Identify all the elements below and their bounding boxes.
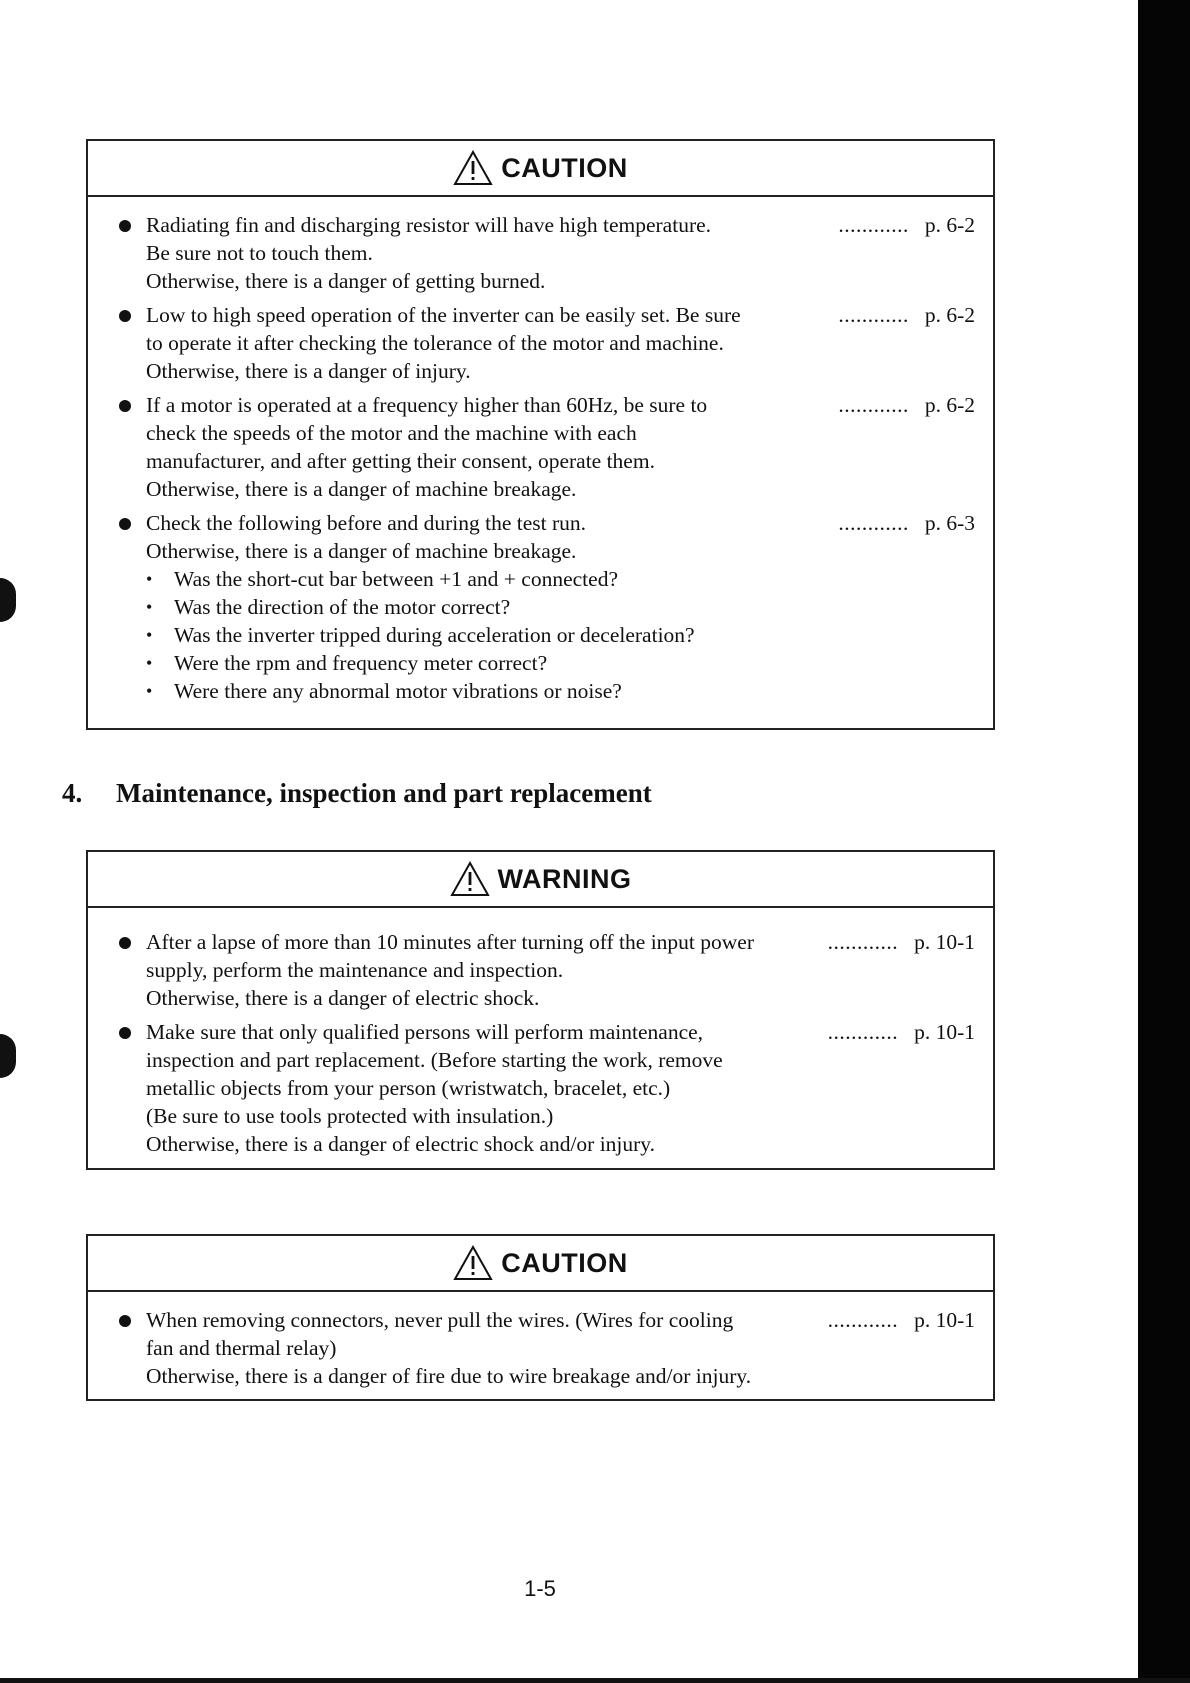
- bullet: [119, 937, 131, 949]
- caution-title: CAUTION: [501, 152, 628, 183]
- leader-dots: ............: [827, 1308, 899, 1332]
- page-reference: [828, 1018, 975, 1046]
- item-text: Otherwise, there is a danger of injury.: [146, 359, 471, 383]
- warning-item: [116, 1018, 975, 1158]
- checklist-item: • Were the rpm and frequency meter correct?: [146, 649, 805, 677]
- leader-dots: ............: [838, 213, 909, 237]
- page-ref-text: p. 6-2: [924, 213, 975, 237]
- checklist-item: • Was the short-cut bar between +1 and + connected?: [146, 565, 805, 593]
- scan-bottom-edge: [0, 1678, 1190, 1683]
- caution-item: [116, 391, 975, 503]
- page-ref-text: p. 10-1: [914, 930, 975, 954]
- item-text: Otherwise, there is a danger of fire due to wire breakage and/or injury.: [146, 1364, 752, 1388]
- warning-triangle-icon: [453, 150, 493, 186]
- caution-item: [116, 1306, 975, 1390]
- page-reference: [828, 1306, 975, 1334]
- page-reference: [838, 509, 975, 537]
- checklist-item: • Was the direction of the motor correct?: [146, 593, 805, 621]
- warning-box: [86, 850, 995, 1170]
- section-title: Maintenance, inspection and part replacement: [116, 778, 652, 808]
- bullet: [119, 518, 131, 530]
- item-text: check the speeds of the motor and the machine with each: [146, 421, 637, 445]
- caution-header: [88, 141, 993, 197]
- caution-title: CAUTION: [501, 1247, 628, 1278]
- item-text: fan and thermal relay): [146, 1336, 337, 1360]
- page-ref-text: p. 6-2: [924, 303, 975, 327]
- item-text: Otherwise, there is a danger of machine breakage.: [146, 477, 577, 501]
- page-reference: [838, 301, 975, 329]
- caution-header: [88, 1236, 993, 1292]
- item-text: Be sure not to touch them.: [146, 241, 373, 265]
- item-text: to operate it after checking the tolerance of the motor and machine.: [146, 331, 724, 355]
- caution-items: [88, 1292, 993, 1408]
- item-text: Low to high speed operation of the inverter can be easily set. Be sure: [146, 303, 741, 327]
- warning-triangle-icon: [450, 861, 490, 897]
- page-ref-text: p. 6-3: [924, 511, 975, 535]
- binding-mark: [0, 1034, 16, 1078]
- scan-page-edge: [1138, 0, 1190, 1683]
- item-text: Otherwise, there is a danger of electric shock and/or injury.: [146, 1132, 656, 1156]
- item-text: Otherwise, there is a danger of machine breakage.: [146, 539, 577, 563]
- warning-title: WARNING: [497, 863, 632, 894]
- bullet: [119, 400, 131, 412]
- item-text: Otherwise, there is a danger of electric shock.: [146, 986, 540, 1010]
- bullet: [119, 310, 131, 322]
- item-text: inspection and part replacement. (Before starting the work, remove: [146, 1048, 723, 1072]
- warning-triangle-icon: [453, 1245, 493, 1281]
- item-text: When removing connectors, never pull the wires. (Wires for cooling: [146, 1308, 734, 1332]
- warning-items: [88, 908, 993, 1176]
- item-text: Radiating fin and discharging resistor will have high temperature.: [146, 213, 712, 237]
- page-number: 1-5: [524, 1576, 556, 1601]
- section-number: 4.: [62, 778, 83, 808]
- item-text: Otherwise, there is a danger of getting burned.: [146, 269, 546, 293]
- leader-dots: ............: [827, 1020, 899, 1044]
- bullet: [119, 1027, 131, 1039]
- caution-item: [116, 509, 975, 705]
- page-reference: [838, 391, 975, 419]
- leader-dots: ............: [827, 930, 899, 954]
- binding-mark: [0, 578, 16, 622]
- item-text: supply, perform the maintenance and inspection.: [146, 958, 564, 982]
- leader-dots: ............: [838, 511, 909, 535]
- page-ref-text: p. 10-1: [914, 1308, 975, 1332]
- caution-items: [88, 197, 993, 723]
- item-text: Check the following before and during the test run.: [146, 511, 587, 535]
- warning-header: [88, 852, 993, 908]
- item-text: Make sure that only qualified persons will perform maintenance,: [146, 1020, 704, 1044]
- caution-item: [116, 211, 975, 295]
- item-text: manufacturer, and after getting their consent, operate them.: [146, 449, 655, 473]
- section-heading: [62, 778, 652, 809]
- checklist-item: • Were there any abnormal motor vibrations or noise?: [146, 677, 805, 705]
- item-text: If a motor is operated at a frequency higher than 60Hz, be sure to: [146, 393, 708, 417]
- leader-dots: ............: [838, 303, 909, 327]
- item-text: After a lapse of more than 10 minutes after turning off the input power: [146, 930, 754, 954]
- page-reference: [828, 928, 975, 956]
- warning-item: [116, 928, 975, 1012]
- leader-dots: ............: [838, 393, 909, 417]
- bullet: [119, 220, 131, 232]
- caution-item: [116, 301, 975, 385]
- item-text: (Be sure to use tools protected with insulation.): [146, 1104, 554, 1128]
- checklist-item: • Was the inverter tripped during acceleration or deceleration?: [146, 621, 805, 649]
- page-reference: [838, 211, 975, 239]
- bullet: [119, 1315, 131, 1327]
- page-ref-text: p. 10-1: [914, 1020, 975, 1044]
- caution-box: [86, 139, 995, 730]
- item-text: metallic objects from your person (wristwatch, bracelet, etc.): [146, 1076, 671, 1100]
- caution-box: [86, 1234, 995, 1401]
- page-ref-text: p. 6-2: [924, 393, 975, 417]
